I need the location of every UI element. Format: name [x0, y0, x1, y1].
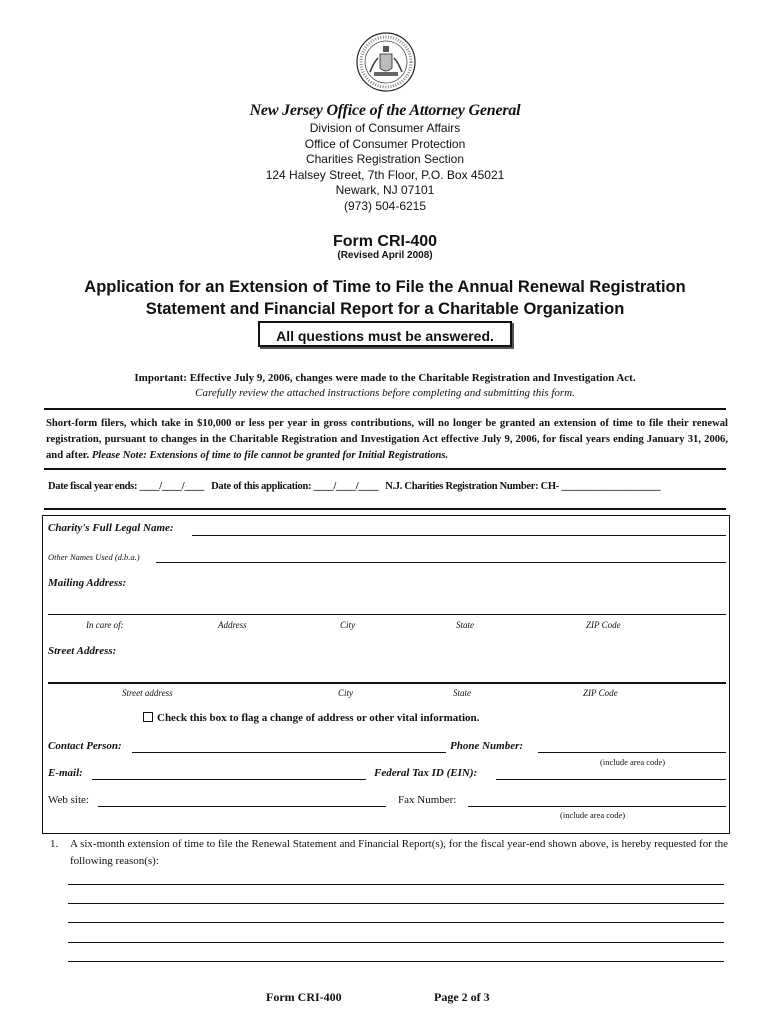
address-line: Office of Consumer Protection — [304, 136, 466, 151]
street-address-field[interactable] — [48, 682, 726, 684]
change-flag-label: Check this box to flag a change of address or other vital information. — [157, 712, 480, 724]
change-flag-row — [143, 712, 479, 724]
agency-address — [0, 121, 770, 214]
address-line: Newark, NJ 07101 — [335, 183, 435, 197]
mailing-sub-label: In care of: — [86, 620, 124, 630]
reason-line[interactable] — [68, 942, 724, 943]
phone-number-label: Phone Number: — [450, 740, 524, 752]
street-sub-label: City — [338, 688, 353, 698]
phone-note: (include area code) — [600, 757, 666, 767]
question-1-text: A six-month extension of time to file the Renewal Statement and Financial Report(s), for the fiscal year-end shown above, is hereby requested for the following reason(s): — [70, 838, 729, 867]
contact-person-field[interactable] — [132, 752, 446, 753]
change-flag-checkbox[interactable] — [143, 712, 153, 722]
other-names-label: Other Names Used (d.b.a.) — [48, 552, 140, 562]
email-field[interactable] — [92, 779, 366, 780]
important-notice: Important: Effective July 9, 2006, changes were made to the Charitable Registration and Investigation Act. — [134, 372, 636, 384]
legal-name-field[interactable] — [192, 535, 726, 536]
mailing-sub-label: City — [340, 620, 355, 630]
mailing-sub-label: Address — [218, 620, 247, 630]
registration-number-label: N.J. Charities Registration Number: CH- — [385, 481, 559, 492]
reason-line[interactable] — [68, 903, 724, 904]
must-answer-notice: All questions must be answered. — [258, 321, 512, 347]
legal-name-label: Charity's Full Legal Name: — [48, 522, 174, 534]
contact-person-label: Contact Person: — [48, 740, 122, 752]
mailing-address-colon: : — [122, 577, 127, 589]
address-line: Charities Registration Section — [305, 152, 465, 166]
form-number: Form CRI-400 — [332, 233, 438, 250]
divider — [44, 408, 726, 410]
ein-label: Federal Tax ID (EIN): — [374, 767, 478, 779]
street-address-label: Street Address: — [48, 645, 117, 657]
street-sub-label: ZIP Code — [583, 688, 618, 698]
mailing-address-label — [48, 577, 126, 589]
mailing-sub-label: ZIP Code — [586, 620, 621, 630]
fax-number-label: Fax Number: — [398, 794, 457, 806]
shortform-note: Please Note: Extensions of time to file cannot be granted for Initial Registrations. — [91, 450, 449, 461]
title-line-1: Application for an Extension of Time to File the Annual Renewal Registration — [84, 278, 686, 296]
address-line: 124 Halsey Street, 7th Floor, P.O. Box 45021 — [265, 167, 505, 182]
state-seal-icon — [356, 32, 416, 92]
agency-name: New Jersey Office of the Attorney General — [249, 102, 521, 119]
application-date-label: Date of this application: — [211, 481, 312, 492]
footer-page-number: Page 2 of 3 — [434, 990, 490, 1004]
title-line-2: Statement and Financial Report for a Charitable Organization — [145, 300, 625, 318]
address-line: Division of Consumer Affairs — [309, 121, 461, 135]
ein-field[interactable] — [496, 779, 726, 780]
question-1 — [50, 836, 740, 870]
mailing-address-text: Mailing Address — [48, 577, 123, 589]
dates-row — [48, 481, 728, 492]
address-line: (973) 504-6215 — [343, 198, 427, 213]
fax-note: (include area code) — [560, 810, 626, 820]
revision-date: (Revised April 2008) — [337, 250, 433, 261]
street-sub-label: State — [453, 688, 471, 698]
email-label: E-mail: — [48, 767, 83, 779]
fiscal-year-field[interactable]: ____/____/____ — [139, 481, 205, 492]
street-sub-label: Street address — [122, 688, 173, 698]
other-names-field[interactable] — [156, 562, 726, 563]
shortform-text: Short-form filers, which take in $10,000 or less per year in gross contributions, will no longer be granted an extension of time to file their renewal registration, pursuant to changes in the Charitable Registration and Investigation Act effective July 9, 2006, for fiscal years ending January 31, 2006, and after. — [46, 418, 728, 461]
website-field[interactable] — [98, 806, 386, 807]
mailing-address-field[interactable] — [48, 614, 726, 615]
registration-number-field[interactable]: ____________________ — [561, 481, 661, 492]
reason-line[interactable] — [68, 922, 724, 923]
reason-line[interactable] — [68, 884, 724, 885]
website-label: Web site: — [48, 794, 89, 806]
mailing-sub-label: State — [456, 620, 474, 630]
careful-notice: Carefully review the attached instructions before completing and submitting this form. — [195, 387, 575, 399]
fax-number-field[interactable] — [468, 806, 726, 807]
question-1-number: 1. — [50, 838, 59, 850]
phone-number-field[interactable] — [538, 752, 726, 753]
shortform-notice — [46, 416, 728, 464]
form-title — [0, 276, 770, 320]
application-date-field[interactable]: ____/____/____ — [313, 481, 379, 492]
divider — [44, 508, 726, 510]
fiscal-year-label: Date fiscal year ends: — [48, 481, 138, 492]
divider — [44, 468, 726, 470]
footer-form-number: Form CRI-400 — [266, 990, 342, 1004]
reason-line[interactable] — [68, 961, 724, 962]
